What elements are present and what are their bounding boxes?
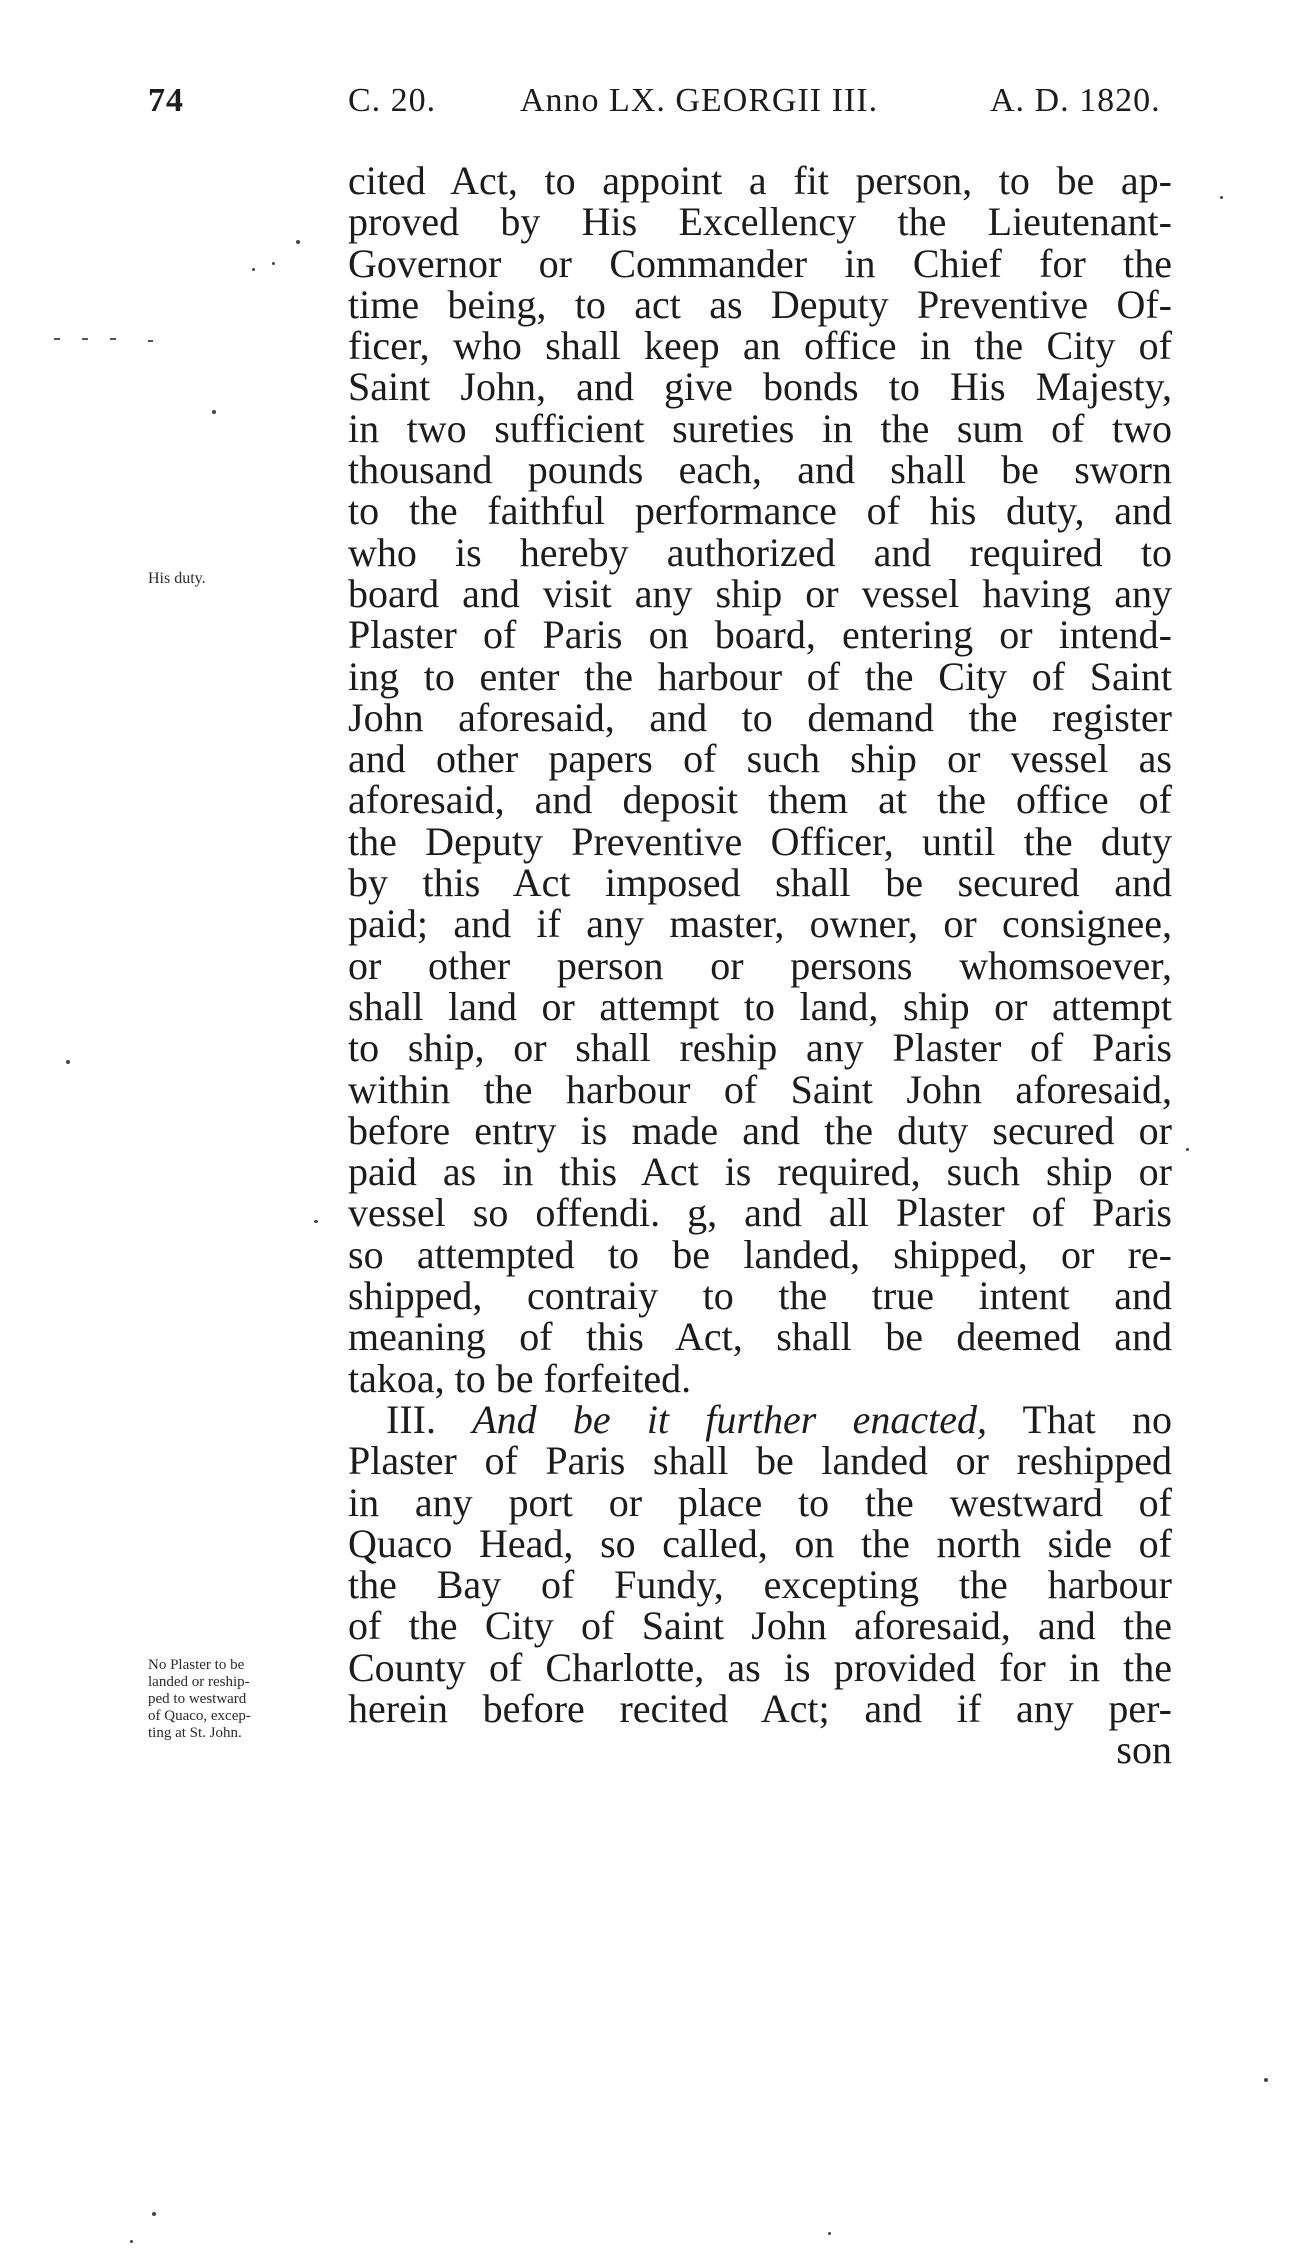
regnal-year-heading: Anno LX. GEORGII III. — [520, 82, 879, 119]
body-line: in two sufficient sureties in the sum of two — [348, 405, 1172, 451]
body-line: board and visit any ship or vessel having any — [348, 570, 1172, 616]
marginal-note-line: ting at St. John. — [148, 1725, 242, 1741]
scan-speck — [314, 1220, 318, 1223]
scan-speck — [1220, 196, 1223, 199]
catchword: son — [1116, 1727, 1172, 1773]
body-line: ing to enter the harbour of the City of Saint — [348, 653, 1172, 699]
marginal-note-duty: His duty. — [148, 570, 206, 587]
section-line: herein before recited Act; and if any per- — [348, 1685, 1172, 1731]
body-line: paid as in this Act is required, such ship or — [348, 1149, 1172, 1195]
body-line: Saint John, and give bonds to His Majesty, — [348, 364, 1172, 410]
section-line: of the City of Saint John aforesaid, and the — [348, 1603, 1172, 1649]
body-line: paid; and if any master, owner, or consignee, — [348, 901, 1172, 947]
marginal-note-plaster — [148, 1657, 251, 1742]
scan-speck — [828, 2232, 831, 2235]
section-first-line-rest: That no — [1022, 1396, 1172, 1442]
scan-speck — [152, 2212, 156, 2216]
body-line: so attempted to be landed, shipped, or re- — [348, 1231, 1172, 1277]
scan-speck — [130, 2240, 133, 2243]
body-line: to ship, or shall reship any Plaster of Paris — [348, 1025, 1172, 1071]
running-header — [0, 62, 1309, 122]
marginal-note-line: No Plaster to be — [148, 1657, 245, 1673]
anno-domini-date: A. D. 1820. — [990, 82, 1161, 119]
body-line: proved by His Excellency the Lieutenant- — [348, 199, 1172, 245]
body-line: cited Act, to appoint a fit person, to be ap- — [348, 158, 1172, 203]
body-line: Governor or Commander in Chief for the — [348, 240, 1172, 286]
body-line: within the harbour of Saint John aforesaid, — [348, 1066, 1172, 1112]
section-line: County of Charlotte, as is provided for in the — [348, 1644, 1172, 1690]
scan-speck — [66, 1060, 70, 1064]
section-line: Plaster of Paris shall be landed or reshipped — [348, 1438, 1172, 1484]
scan-speck — [1186, 1148, 1189, 1151]
body-line: the Deputy Preventive Officer, until the duty — [348, 818, 1172, 864]
body-line: time being, to act as Deputy Preventive Of- — [348, 281, 1172, 327]
body-line: to the faithful performance of his duty, and — [348, 488, 1172, 534]
section-line: Quaco Head, so called, on the north side of — [348, 1520, 1172, 1566]
scan-speck — [212, 410, 216, 414]
marginal-note-line: of Quaco, excep- — [148, 1708, 251, 1724]
body-line: and other papers of such ship or vessel as — [348, 736, 1172, 782]
body-line: aforesaid, and deposit them at the office of — [348, 777, 1172, 823]
scan-speck — [82, 338, 88, 340]
body-line: shall land or attempt to land, ship or attempt — [348, 983, 1172, 1029]
scan-speck — [54, 338, 60, 340]
body-line: who is hereby authorized and required to — [348, 529, 1172, 575]
body-line: thousand pounds each, and shall be sworn — [348, 447, 1172, 493]
section-line: the Bay of Fundy, excepting the harbour — [348, 1562, 1172, 1608]
body-line: or other person or persons whomsoever, — [348, 942, 1172, 988]
body-line: shipped, contraiy to the true intent and — [348, 1273, 1172, 1319]
marginal-note-line: landed or reship- — [148, 1674, 250, 1690]
enacting-phrase: And be it further enacted, — [472, 1396, 987, 1442]
marginal-note-line: ped to westward — [148, 1691, 247, 1707]
scan-speck — [296, 240, 300, 244]
body-line: by this Act imposed shall be secured and — [348, 860, 1172, 906]
scan-speck — [148, 340, 153, 342]
body-line: vessel so offendi. g, and all Plaster of Paris — [348, 1190, 1172, 1236]
body-line: ficer, who shall keep an office in the City of — [348, 323, 1172, 369]
section-numeral: III. — [386, 1396, 436, 1442]
scan-speck — [1264, 2078, 1268, 2082]
body-text — [348, 160, 1172, 1771]
section-heading-line — [348, 1396, 1172, 1442]
body-line: takoa, to be forfeited. — [348, 1355, 692, 1401]
body-line: meaning of this Act, shall be deemed and — [348, 1314, 1172, 1360]
scan-speck — [272, 262, 275, 265]
chapter-number: C. 20. — [348, 82, 437, 119]
body-line: John aforesaid, and to demand the register — [348, 694, 1172, 740]
page-number: 74 — [148, 82, 184, 119]
body-line: Plaster of Paris on board, entering or intend- — [348, 612, 1172, 658]
scan-speck — [110, 338, 116, 340]
scan-speck — [252, 268, 255, 271]
body-line: before entry is made and the duty secured or — [348, 1107, 1172, 1153]
section-line: in any port or place to the westward of — [348, 1479, 1172, 1525]
